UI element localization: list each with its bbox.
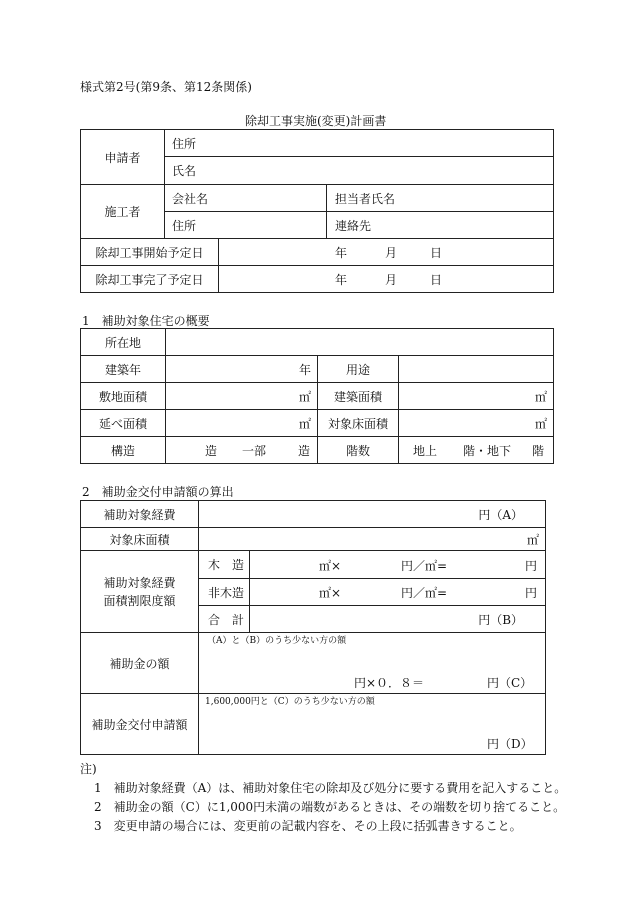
ab-lesser-note: （A）と（B）のうち少ない方の額 — [207, 636, 347, 646]
target-floor-area-unit: ㎡ — [399, 410, 554, 437]
nonwood-calc-field — [250, 579, 546, 606]
built-year-unit: 年 — [166, 356, 318, 383]
contractor-address-label: 住所 — [165, 212, 327, 239]
applicant-label: 申請者 — [81, 130, 165, 185]
end-day-unit: 日 — [430, 273, 443, 287]
start-month-unit: 月 — [385, 246, 398, 260]
end-year-unit: 年 — [335, 273, 348, 287]
site-area-label: 敷地面積 — [81, 383, 166, 410]
apply-amount-field — [199, 694, 546, 755]
structure-zo-1: 造 — [205, 444, 218, 458]
floors-field — [399, 437, 554, 464]
total-amount-b: 円（B） — [250, 606, 546, 633]
area-limit-line1: 補助対象経費 — [103, 575, 176, 590]
floors-below-label: 階・地下 — [463, 444, 512, 458]
applicant-address-label: 住所 — [165, 130, 554, 157]
note-2: 2 補助金の額（C）に1,000円未満の端数があるときは、その端数を切り捨てること。 — [94, 800, 566, 814]
wood-calc-field — [250, 551, 546, 579]
structure-field — [166, 437, 318, 464]
end-month-unit: 月 — [385, 273, 398, 287]
start-date-field — [219, 239, 554, 266]
applicant-table — [80, 129, 554, 293]
total-floor-area-label: 延べ面積 — [81, 410, 166, 437]
floors-unit: 階 — [532, 444, 545, 458]
applicant-name-label: 氏名 — [165, 157, 554, 185]
note-1: 1 補助対象経費（A）は、補助対象住宅の除却及び処分に要する費用を記入すること。 — [94, 781, 567, 795]
contractor-label: 施工者 — [81, 185, 165, 239]
company-label: 会社名 — [165, 185, 327, 212]
housing-overview-table — [80, 328, 554, 464]
person-in-charge-label: 担当者氏名 — [327, 185, 554, 212]
floors-above-label: 地上 — [413, 444, 438, 458]
wood-sqm-times: ㎡× — [319, 559, 342, 573]
built-year-label: 建築年 — [81, 356, 166, 383]
wood-yen-per-sqm: 円／㎡= — [401, 559, 448, 573]
notes-label: 注) — [80, 762, 97, 776]
target-floor-area-unit-2: ㎡ — [199, 528, 546, 551]
area-limit-line2: 面積割限度額 — [103, 593, 176, 608]
subsidy-amount-label: 補助金の額 — [81, 633, 199, 694]
structure-label: 構造 — [81, 437, 166, 464]
apply-amount-d: 円（D） — [487, 737, 533, 751]
form-number: 様式第2号(第9条、第12条関係) — [80, 80, 252, 94]
use-label: 用途 — [318, 356, 399, 383]
wood-yen: 円 — [525, 559, 538, 573]
nonwood-label: 非木造 — [199, 579, 250, 606]
nonwood-yen-per-sqm: 円／㎡= — [401, 586, 448, 600]
use-field — [399, 356, 554, 383]
total-floor-area-unit: ㎡ — [166, 410, 318, 437]
structure-partial: 一部 — [242, 444, 267, 458]
building-area-label: 建築面積 — [318, 383, 399, 410]
start-year-unit: 年 — [335, 246, 348, 260]
subsidy-calculation-table — [80, 500, 546, 755]
total-label: 合 計 — [199, 606, 250, 633]
cost-amount-a: 円（A） — [199, 501, 546, 528]
section1-heading: 1 補助対象住宅の概要 — [82, 314, 210, 328]
target-floor-area-label-2: 対象床面積 — [81, 528, 199, 551]
wood-label: 木 造 — [199, 551, 250, 579]
document-title: 除却工事実施(変更)計画書 — [245, 114, 387, 128]
nonwood-yen: 円 — [525, 586, 538, 600]
end-date-label: 除却工事完了予定日 — [81, 266, 219, 293]
note-3: 3 変更申請の場合には、変更前の記載内容を、その上段に括弧書きすること。 — [94, 819, 522, 833]
building-area-unit: ㎡ — [399, 383, 554, 410]
subsidy-amount-field — [199, 633, 546, 694]
apply-amount-label: 補助金交付申請額 — [81, 694, 199, 755]
end-date-field — [219, 266, 554, 293]
start-day-unit: 日 — [430, 246, 443, 260]
structure-zo-2: 造 — [298, 444, 311, 458]
nonwood-sqm-times: ㎡× — [319, 586, 342, 600]
location-label: 所在地 — [81, 329, 166, 356]
floors-label: 階数 — [318, 437, 399, 464]
cd-lesser-note: 1,600,000円と（C）のうち少ない方の額 — [205, 697, 375, 707]
location-field — [166, 329, 554, 356]
section2-heading: 2 補助金交付申請額の算出 — [82, 485, 234, 499]
contact-label: 連絡先 — [327, 212, 554, 239]
start-date-label: 除却工事開始予定日 — [81, 239, 219, 266]
subsidy-amount-c: 円（C） — [487, 676, 533, 690]
target-floor-area-label: 対象床面積 — [318, 410, 399, 437]
site-area-unit: ㎡ — [166, 383, 318, 410]
cost-label: 補助対象経費 — [81, 501, 199, 528]
area-limit-label — [81, 551, 199, 633]
subsidy-calc: 円×０．８＝ — [354, 676, 425, 690]
